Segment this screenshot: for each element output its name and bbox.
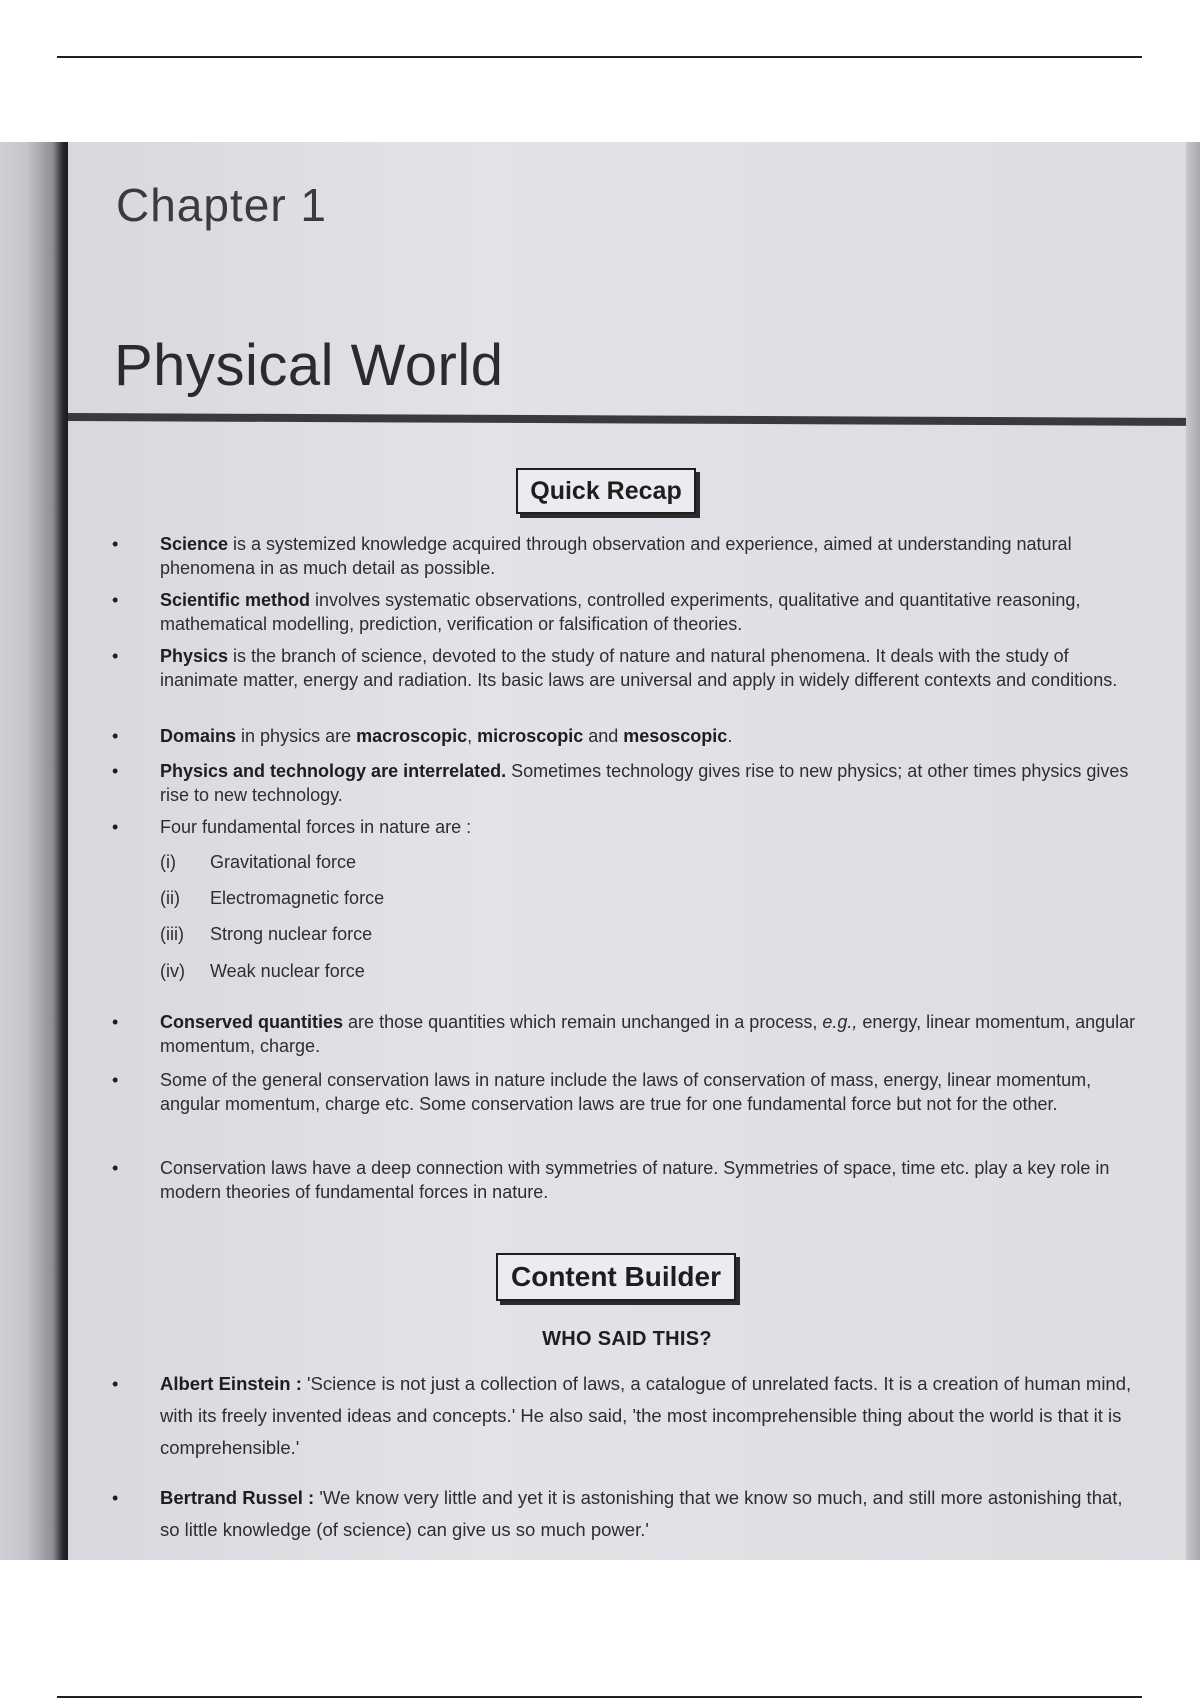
content-builder-heading: Content Builder [496, 1253, 736, 1301]
title-divider [68, 413, 1186, 426]
quote-item: • Bertrand Russel : 'We know very little and yet it is astonishing that we know so much, and still more astonishing that, so little knowledge (of science) can give us so much power.' [112, 1487, 1123, 1540]
quick-recap-heading: Quick Recap [516, 468, 696, 514]
list-item: • Conserved quantities are those quantities which remain unchanged in a process, e.g., energy, linear momentum, angular momentum, charge. [112, 1012, 1136, 1056]
chapter-title: Physical World [114, 333, 504, 398]
list-item: • Conservation laws have a deep connection with symmetries of nature. Symmetries of space, time etc. play a key role in modern theories of fundamental forces in nature. [112, 1158, 1110, 1202]
top-rule [57, 56, 1142, 58]
force-item: (ii) Electromagnetic force [160, 888, 385, 908]
force-item: (iii) Strong nuclear force [160, 924, 373, 944]
list-item: • Four fundamental forces in nature are : [112, 817, 472, 837]
list-item: • Physics and technology are interrelated. Sometimes technology gives rise to new physics; at other times physics gives rise to new technology. [112, 761, 1129, 805]
list-item: • Physics is the branch of science, devoted to the study of nature and natural phenomena. It deals with the study of inanimate matter, energy and radiation. Its basic laws are universal and apply in widely different contexts and conditions. [112, 646, 1118, 690]
who-said-this-heading: WHO SAID THIS? [542, 1328, 712, 1350]
bottom-rule [57, 1696, 1142, 1698]
force-item: (iv) Weak nuclear force [160, 961, 365, 981]
list-item: • Science is a systemized knowledge acquired through observation and experience, aimed at understanding natural phenomena in as much detail as possible. [112, 534, 1072, 578]
quote-item: • Albert Einstein : 'Science is not just a collection of laws, a catalogue of unrelated facts. It is a creation of human mind, with its freely invented ideas and concepts.' He also said, 'the most incomprehensible thing about the world is that it is comprehensible.' [112, 1373, 1132, 1458]
list-item: • Scientific method involves systematic observations, controlled experiments, qualitative and quantitative reasoning, mathematical modelling, prediction, verification or falsification of theories. [112, 590, 1081, 634]
page-content [68, 142, 1186, 1560]
book-spine [0, 142, 68, 1560]
list-item: • Some of the general conservation laws in nature include the laws of conservation of mass, energy, linear momentum, angular momentum, charge etc. Some conservation laws are true for one fundamental force but not for the other. [112, 1070, 1092, 1114]
force-item: (i) Gravitational force [160, 852, 357, 872]
list-item: • Domains in physics are macroscopic, microscopic and mesoscopic. [112, 726, 733, 746]
book-page-photo [0, 142, 1200, 1560]
chapter-label: Chapter 1 [116, 179, 328, 231]
page-edge [1186, 142, 1200, 1560]
